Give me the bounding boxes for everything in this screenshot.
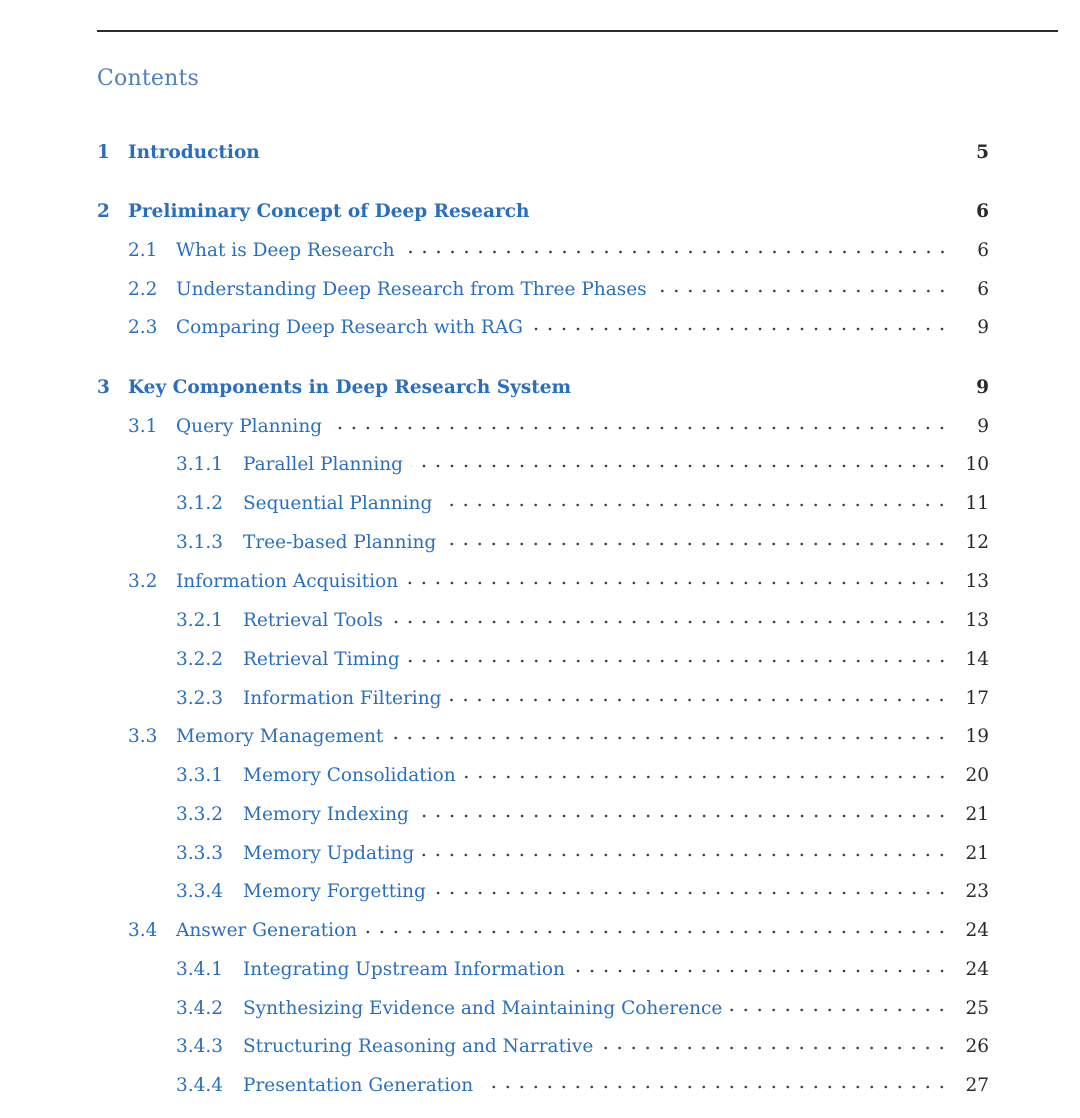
toc-entry-number: 3.3.3 xyxy=(176,842,224,864)
toc-dot-leader xyxy=(481,1077,949,1097)
toc-entry-3-4[interactable] xyxy=(0,915,1080,945)
toc-entry-3-4-3[interactable] xyxy=(0,1031,1080,1061)
toc-entry-title[interactable]: Integrating Upstream Information xyxy=(243,958,565,980)
toc-entry-title[interactable]: Presentation Generation xyxy=(243,1074,474,1096)
toc-page-number[interactable]: 21 xyxy=(965,803,989,825)
toc-dot-leader xyxy=(655,281,949,301)
toc-dot-leader xyxy=(391,728,949,748)
toc-entry-3-2-3[interactable] xyxy=(0,683,1080,713)
toc-page-number[interactable]: 6 xyxy=(977,278,989,300)
toc-page-number[interactable]: 10 xyxy=(965,453,989,475)
toc-page-number[interactable]: 13 xyxy=(965,609,989,631)
toc-entry-title[interactable]: Parallel Planning xyxy=(243,453,403,475)
toc-entry-title[interactable]: Comparing Deep Research with RAG xyxy=(176,316,523,338)
toc-page-number[interactable]: 25 xyxy=(965,997,989,1019)
toc-entry-title[interactable]: Memory Indexing xyxy=(243,803,409,825)
toc-entry-number: 3.2.3 xyxy=(176,687,224,709)
toc-dot-leader xyxy=(444,534,949,554)
toc-dot-leader xyxy=(403,242,950,262)
toc-entry-title[interactable]: Preliminary Concept of Deep Research xyxy=(128,200,530,222)
toc-page-number[interactable]: 27 xyxy=(965,1074,989,1096)
toc-entry-title[interactable]: Introduction xyxy=(128,141,260,163)
toc-entry-3-3[interactable] xyxy=(0,721,1080,751)
toc-dot-leader xyxy=(406,573,949,593)
toc-entry-number: 1 xyxy=(97,141,110,163)
toc-page-number[interactable]: 24 xyxy=(965,919,989,941)
toc-entry-3-2-2[interactable] xyxy=(0,644,1080,674)
toc-page-number[interactable]: 6 xyxy=(977,239,989,261)
toc-page-number[interactable]: 11 xyxy=(965,492,989,514)
toc-entry-3-1-3[interactable] xyxy=(0,527,1080,557)
toc-entry-number: 3.2.1 xyxy=(176,609,224,631)
toc-entry-3-3-4[interactable] xyxy=(0,876,1080,906)
toc-entry-title[interactable]: Memory Management xyxy=(176,725,384,747)
toc-dot-leader xyxy=(417,806,949,826)
toc-entry-number: 3.3 xyxy=(128,725,158,747)
toc-entry-title[interactable]: Information Acquisition xyxy=(176,570,399,592)
toc-entry-3-1[interactable] xyxy=(0,411,1080,441)
toc-page-number[interactable]: 9 xyxy=(977,415,989,437)
toc-dot-leader xyxy=(573,961,949,981)
toc-entry-number: 3.1.3 xyxy=(176,531,224,553)
toc-page-number[interactable]: 5 xyxy=(976,141,989,163)
toc-entry-title[interactable]: Memory Updating xyxy=(243,842,415,864)
toc-page-number[interactable]: 21 xyxy=(965,842,989,864)
toc-entry-number: 3.4.4 xyxy=(176,1074,224,1096)
toc-page-number[interactable]: 9 xyxy=(976,376,989,398)
toc-dot-leader xyxy=(365,922,949,942)
toc-entry-number: 3.4.3 xyxy=(176,1035,224,1057)
toc-page-number[interactable]: 9 xyxy=(977,316,989,338)
toc-dot-leader xyxy=(330,418,949,438)
toc-entry-3-3-2[interactable] xyxy=(0,799,1080,829)
toc-entry-number: 2.2 xyxy=(128,278,158,300)
toc-dot-leader xyxy=(411,456,949,476)
toc-entry-number: 3.2.2 xyxy=(176,648,224,670)
toc-entry-1[interactable] xyxy=(0,137,1080,167)
toc-entry-3-2-1[interactable] xyxy=(0,605,1080,635)
toc-entry-3-4-4[interactable] xyxy=(0,1070,1080,1100)
toc-page-number[interactable]: 23 xyxy=(965,880,989,902)
toc-entry-title[interactable]: Understanding Deep Research from Three Phases xyxy=(176,278,647,300)
toc-dot-leader xyxy=(531,319,949,339)
toc-entry-title[interactable]: Memory Consolidation xyxy=(243,764,456,786)
toc-entry-3-4-2[interactable] xyxy=(0,993,1080,1023)
toc-entry-title[interactable]: Memory Forgetting xyxy=(243,880,426,902)
toc-entry-number: 3.3.4 xyxy=(176,880,224,902)
toc-dot-leader xyxy=(422,845,949,865)
toc-entry-number: 3.1.2 xyxy=(176,492,224,514)
toc-entry-number: 3.4.2 xyxy=(176,997,224,1019)
toc-page-number[interactable]: 20 xyxy=(965,764,989,786)
toc-entry-title[interactable]: Retrieval Tools xyxy=(243,609,383,631)
toc-dot-leader xyxy=(449,690,949,710)
toc-entry-title[interactable]: Retrieval Timing xyxy=(243,648,400,670)
toc-entry-number: 3.4 xyxy=(128,919,158,941)
toc-dot-leader xyxy=(440,495,949,515)
toc-entry-title[interactable]: Synthesizing Evidence and Maintaining Coherence xyxy=(243,997,723,1019)
toc-entry-2-1[interactable] xyxy=(0,235,1080,265)
top-rule xyxy=(97,30,1058,32)
toc-dot-leader xyxy=(434,883,949,903)
toc-entry-title[interactable]: Tree-based Planning xyxy=(243,531,437,553)
toc-dot-leader xyxy=(391,612,949,632)
toc-entry-number: 3.1 xyxy=(128,415,158,437)
toc-page-number[interactable]: 26 xyxy=(965,1035,989,1057)
contents-heading: Contents xyxy=(97,66,200,91)
toc-entry-title[interactable]: Key Components in Deep Research System xyxy=(128,376,572,398)
toc-entry-title[interactable]: Sequential Planning xyxy=(243,492,433,514)
toc-dot-leader xyxy=(464,767,949,787)
toc-entry-3-1-1[interactable] xyxy=(0,449,1080,479)
toc-entry-title[interactable]: What is Deep Research xyxy=(176,239,395,261)
toc-entry-title[interactable]: Answer Generation xyxy=(176,919,358,941)
toc-entry-number: 3.4.1 xyxy=(176,958,224,980)
toc-entry-number: 2.3 xyxy=(128,316,158,338)
toc-entry-title[interactable]: Structuring Reasoning and Narrative xyxy=(243,1035,594,1057)
toc-dot-leader xyxy=(601,1038,949,1058)
toc-entry-3-4-1[interactable] xyxy=(0,954,1080,984)
toc-entry-number: 3.2 xyxy=(128,570,158,592)
toc-dot-leader xyxy=(408,651,949,671)
toc-dot-leader xyxy=(730,1000,949,1020)
toc-entry-2-3[interactable] xyxy=(0,312,1080,342)
toc-page-number[interactable]: 12 xyxy=(965,531,989,553)
toc-entry-2-2[interactable] xyxy=(0,274,1080,304)
toc-entry-3-1-2[interactable] xyxy=(0,488,1080,518)
toc-entry-title[interactable]: Information Filtering xyxy=(243,687,442,709)
toc-page-number[interactable]: 17 xyxy=(965,687,989,709)
toc-entry-number: 3.3.1 xyxy=(176,764,224,786)
toc-entry-number: 3.3.2 xyxy=(176,803,224,825)
toc-entry-number: 2 xyxy=(97,200,110,222)
toc-entry-3-3-1[interactable] xyxy=(0,760,1080,790)
toc-entry-title[interactable]: Query Planning xyxy=(176,415,323,437)
toc-entry-3[interactable] xyxy=(0,372,1080,402)
toc-entry-2[interactable] xyxy=(0,196,1080,226)
toc-page-number[interactable]: 24 xyxy=(965,958,989,980)
toc-page-number[interactable]: 14 xyxy=(965,648,989,670)
toc-entry-3-2[interactable] xyxy=(0,566,1080,596)
toc-entry-number: 3 xyxy=(97,376,110,398)
toc-page-number[interactable]: 19 xyxy=(965,725,989,747)
toc-entry-3-3-3[interactable] xyxy=(0,838,1080,868)
toc-page-number[interactable]: 13 xyxy=(965,570,989,592)
toc-entry-number: 3.1.1 xyxy=(176,453,224,475)
toc-page-number[interactable]: 6 xyxy=(976,200,989,222)
toc-entry-number: 2.1 xyxy=(128,239,158,261)
